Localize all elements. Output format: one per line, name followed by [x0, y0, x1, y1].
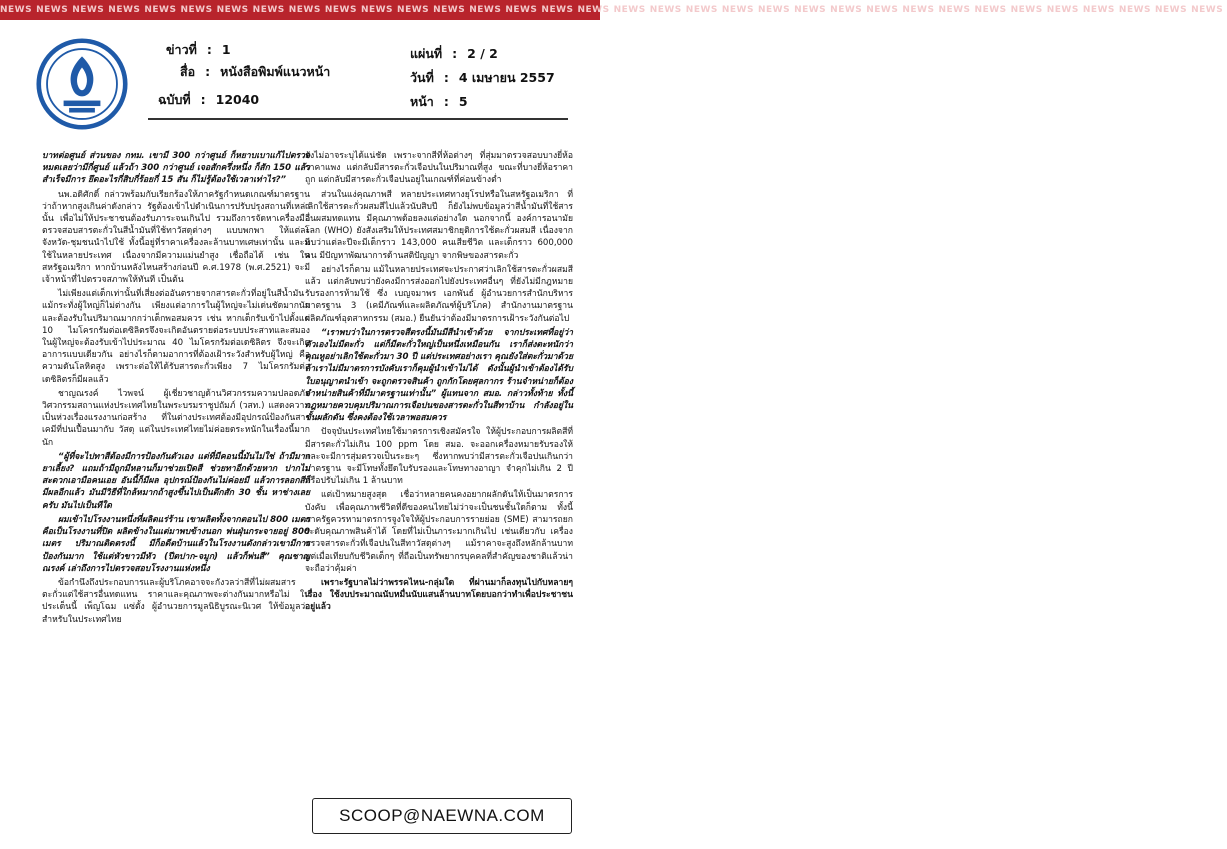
news-banner-strip — [0, 0, 1224, 20]
media-label: สื่อ — [180, 64, 196, 79]
issue-row: ฉบับที่ : 12040 — [158, 90, 259, 110]
article-paragraph: ยังไม่อาจระบุได้แน่ชัด เพราะจากสีที่ห้อต่างๆ ที่สุ่มมาตรวจสอบบางยี่ห้อราคาแพง แต่กลับมีสารตะกั่วเจือปนในปริมาณที่สูง ขณะที่บางยี่ห้อราคาถูก แต่กลับมีสารตะกั่วเจือปนอยู่ในเกณฑ์ที่ค่อนข้างต่ำ — [305, 151, 573, 186]
news-banner-word: NEWS — [1082, 5, 1115, 15]
news-banner-word: NEWS — [974, 5, 1007, 15]
news-banner-word: NEWS — [541, 5, 574, 15]
article-paragraph: ข้อกำนึงถึงประกอบการและผู้บริโภคอาจจะกังวลว่าสีที่ไม่ผสมสารตะกั่วแต่ใช้สารอื่นทดแทน ราคาและคุณภาพจะต่างกันมากหรือไม่ ในประเด็นนี้ เพ็ญโฉม แซ่ตั้ง ผู้อำนวยการมูลนิธิบูรณะนิเวศ ให้ข้อมูลว่า สำหรับในประเทศไทย — [42, 577, 310, 625]
news-banner-word: NEWS — [288, 5, 321, 15]
news-banner-word: NEWS — [685, 5, 718, 15]
news-banner-word: NEWS — [72, 5, 105, 15]
news-banner-word: NEWS — [830, 5, 863, 15]
news-banner-word: NEWS — [1155, 5, 1188, 15]
page-row: หน้า : 5 — [410, 92, 468, 112]
article-quote: “เราพบว่าในการตรวจสีตรงนี้มันมีสีนำเข้าด้วย จากประเทศที่อยู่ว่าตัวเองไม่มีตะกั่ว แต่ก็มีตะกั่วใหญ่เป็นหนึ่งเหมือนกัน เราก็ส่งตะหนักว่า คุณหูอย่าเลิกใช้ตะกั่วมา 30 ปี แต่ประเทศอย่างเรา คุณยังใส่ตะกั่วมาด้วย ถ้าเราไม่มีมาตรการบังคับเราก็คุมผู้นำเข้าไม่ได้ ดังนั้นผู้นำเข้าต้องได้รับใบอนุญาตนำเข้า จะถูกตรวจสินค้า ถูกกักโดยศุลกากร ร้านจำหน่ายก็ต้องจำหน่ายสินค้าที่มีมาตรฐานเท่านั้น” ผู้แทนจาก สมอ. กล่าวทั้งท้าย ทั้งนี้กฎหมายควบคุมปริมาณการเจือปนของสารตะกั่วในสีทาบ้าน กำลังอยู่ในขั้นผลักดัน ซึ่งคงต้องใช้เวลาพอสมควร — [305, 327, 573, 424]
article-paragraph: ไม่เพียงแต่เด็กเท่านั้นที่เสี่ยงต่ออันตรายจากสารตะกั่วที่อยู่ในสีน้ำมัน แม้กระทั่งผู้ใหญ่ก็ไม่ต่างกัน เพียงแต่อาการในผู้ใหญ่จะไม่เด่นชัดมากนัก และต้องรับในปริมาณมากกว่าเด็กพอสมควร เช่น หากเด็กรับเข้าไปตั้งแต่ 10 ไมโครกรัมต่อเดซิลิตรจึงจะเกิดอันตรายต่อระบบประสาทและสมอง ในผู้ใหญ่จะต้องรับเข้าไปประมาณ 40 ไมโครกรัมต่อเดซิลิตร จึงจะเกิดอาการแบบเดียวกัน อย่างไรก็ตามอาการที่ต้องเฝ้าระวังสำหรับผู้ใหญ่ คือ ความดันโลหิตสูง เพราะต่อให้ได้รับสารตะกั่วเพียง 7 ไมโครกรัมต่อเดซิลิตรก็มีผลแล้ว — [42, 289, 310, 385]
article-paragraph: อย่างไรก็ตาม แม้ในหลายประเทศจะประกาศว่าเลิกใช้สารตะกั่วผสมสีแล้ว แต่กลับพบว่ายังคงมีการส่งออกไปยังประเทศอื่นๆ ที่ยังไม่มีกฎหมายรับรองการห้ามใช้ ซึ่ง เบญจมาพร เอกพันธ์ ผู้อำนวยการสำนักบริหารมาตรฐาน 3 (เคมีภัณฑ์และผลิตภัณฑ์ผู้บริโภค) สำนักงานมาตรฐานผลิตภัณฑ์อุตสาหกรรม (สมอ.) ยืนยันว่าต้องมีมาตรการเฝ้าระวังกันต่อไป — [305, 264, 573, 324]
news-banner-word: NEWS — [252, 5, 285, 15]
news-banner-word: NEWS — [144, 5, 177, 15]
news-banner-word: NEWS — [36, 5, 69, 15]
news-banner-word: NEWS — [866, 5, 899, 15]
sheet-label: แผ่นที่ — [410, 46, 443, 61]
news-banner-word: NEWS — [324, 5, 357, 15]
news-banner-word: NEWS — [721, 5, 754, 15]
institution-seal-logo — [36, 38, 128, 130]
news-banner-word: NEWS — [216, 5, 249, 15]
media-row: สื่อ : หนังสือพิมพ์แนวหน้า — [180, 62, 330, 82]
issue-label: ฉบับที่ — [158, 92, 191, 107]
scoop-email-box: SCOOP@NAEWNA.COM — [312, 798, 572, 834]
news-number-row: ข่าวที่ : 1 — [166, 40, 231, 60]
article-quote: ผมเข้าไปโรงงานหนึ่งที่ผลิตแร่ร้าน เขาผลิตทั้งจากตอนไป 800 เมตร คือเป็นโรงงานที่ปิด ผลิตข้างในแต่มาพบข้างนอก พ่นฝุ่นกระจายอยู่ 800 เมตร ปริมาณติดตรงนี้ มีก็อดีตบ้านแล้วในโรงงานดังกล่าวเขามีการป้องกันมาก ใช้แต่หัวขาวมีหัว (ปีตปาก-จมูก) แล้วก็พ่นสี” คุณชาญณรงค์ เล่าถึงการไปตรวจสอบโรงงานแห่งหนึ่ง — [42, 514, 310, 574]
article-paragraph: นพ.อดิศักดิ์ กล่าวพร้อมกับเรียกร้องให้ภาครัฐกำหนดเกณฑ์มาตรฐาน ว่าถ้าหากสูงเกินค่าดังกล่าว รัฐต้องเข้าไปดำเนินการปรับปรุงสถานที่เหล่านั้น เพื่อไม่ให้ประชาชนต้องรับภาระจนเกินไป รวมถึงการจัดหาเครื่องมือตรวจสอบสารตะกั่วในสีน้ำมันที่ใช้ทาวัสดุต่างๆ แบบพกพา ให้แต่ละจังหวัด-ชุมชนนำไปใช้ ทั้งนี้อยู่ที่ราคาเครื่องละล้านบาทเศษเท่านั้น และมีใช้ในหลายประเทศ เนื่องจากมีความแม่นยำสูง เชื่อถือได้ เช่น ในสหรัฐอเมริกา หากบ้านหลังไหนสร้างก่อนปี ค.ศ.1978 (พ.ศ.2521) จะมีเจ้าหน้าที่ไปตรวจสภาพให้ทันที เป็นต้น — [42, 189, 310, 286]
date-label: วันที่ — [410, 70, 434, 85]
news-number-value: 1 — [221, 42, 231, 57]
article-quote: “ผู้ที่จะไปทาสีต้องมีการป้องกันตัวเอง แต่ที่มีคอนนี้มันไม่ใช่ ถ้ามีมากยาเลี้ยง? แถมถ้ามีถูกมีหลานก็มาช่วยเปิดสี ช่วยทาอีกด้วยหาก ปากไม่สะดวกเอามือคนเอย อันนี้ก็มีผล อุปกรณ์ป้องกันไม่ค่อยมี แล้วการลอกสีก็มีผลอีกแล้ว มันมีวิธีที่ใกล้หมากถ้าสูงขึ้นไปเป็นตึกสัก 30 ชั้น หาช่างเลยครับ มันไปเป็นทีใด — [42, 451, 310, 511]
news-banner-word: NEWS — [1191, 5, 1224, 15]
page-label: หน้า — [410, 94, 434, 109]
article-paragraph: ปัจจุบันประเทศไทยใช้มาตรการเชิงสมัครใจ ให้ผู้ประกอบการผลิตสีที่มีสารตะกั่วไม่เกิน 100 ppm โดย สมอ. จะออกเครื่องหมายรับรองให้ และจะมีการสุ่มตรวจเป็นระยะๆ ซึ่งหากพบว่ามีสารตะกั่วเจือปนเกินกว่ามาตรฐาน จะมีโทษทั้งยึดใบรับรองและโทษทางอาญา จำคุกไม่เกิน 2 ปีหรือปรับไม่เกิน 1 ล้านบาท — [305, 427, 573, 487]
article-closing: เพราะรัฐบาลไม่ว่าพรรคไหน-กลุ่มใด ที่ผ่านมาก็ลงทุนไปกับหลายๆ เรื่อง ใช้งบประมาณนับหมื่นนับแสนล้านบาทโดยบอกว่าทำเพื่อประชาชนอยู่แล้ว — [305, 577, 573, 613]
news-banner-word: NEWS — [1118, 5, 1151, 15]
header-divider — [148, 118, 568, 120]
issue-value: 12040 — [215, 92, 260, 107]
media-value: หนังสือพิมพ์แนวหน้า — [220, 64, 331, 79]
article-paragraph: แต่เป้าหมายสูงสุด เชื่อว่าหลายคนคงอยากผลักดันให้เป็นมาตรการบังคับ เพื่อคุณภาพชีวิตที่ดีของคนไทยไม่ว่าจะเป็นชนชั้นใดก็ตาม ทั้งนี้ภาครัฐควรหามาตรการจูงใจให้ผู้ประกอบการรายย่อย (SME) สามารถยกระดับคุณภาพสินค้าได้ โดยที่ไม่เป็นภาระมากเกินไป เช่นเดียวกับ เครื่องตรวจสารตะกั่วที่เจือปนในสีทาวัสดุต่างๆ แม้ราคาจะสูงถึงหลักล้านบาท แต่เมื่อเทียบกับชีวิตเด็กๆ ที่ถือเป็นทรัพยากรบุคคลที่สำคัญของชาติแล้วน่าจะถือว่าคุ้มค่า — [305, 490, 573, 574]
news-banner-word: NEWS — [577, 5, 610, 15]
article-paragraph: บาทต่อศูนย์ ส่วนของ กทม. เขามี 300 กว่าศูนย์ ก็หยาบเบาแก้ไปตรวจหมดเลยว่ามีกี่ศูนย์ แล้วถ้า 300 กว่าศูนย์ เจอสักครึ่งหนึ่ง ก็สัก 150 แล้วสำเร็จมีการ ยึดอะไรกี่สิบกี่ร้อยกี่ 15 สัน ก็ไม่รู้ต้องใช้เวลาเท่าไร?” — [42, 151, 310, 186]
news-number-label: ข่าวที่ — [166, 42, 197, 57]
news-banner-word: NEWS — [902, 5, 935, 15]
news-banner-word: NEWS — [180, 5, 213, 15]
article-paragraph: ชาญณรงค์ ไวพจน์ ผู้เชี่ยวชาญด้านวิศวกรรมความปลอดภัย วิศวกรรมสถานแห่งประเทศไทยในพระบรมราชูปถัมภ์ (วสท.) แสดงความเป็นห่วงเรื่องแรงงานก่อสร้าง ที่ในต่างประเทศต้องมีอุปกรณ์ป้องกันสารเคมีที่ปนเปื้อนมากับ วัสดุ แต่ในประเทศไทยไม่ค่อยตระหนักในเรื่องนี้มากนัก — [42, 388, 310, 448]
news-banner-word: NEWS — [433, 5, 466, 15]
news-banner-word: NEWS — [360, 5, 394, 15]
article-right-column — [305, 150, 573, 616]
news-banner-word: NEWS — [1010, 5, 1043, 15]
article-left-column — [42, 150, 310, 628]
news-banner-word: NEWS — [397, 5, 430, 15]
date-value: 4 เมษายน 2557 — [458, 70, 555, 85]
news-banner-word: NEWS — [613, 5, 646, 15]
page-value: 5 — [458, 94, 468, 109]
news-banner-word: NEWS — [1046, 5, 1079, 15]
news-banner-word: NEWS — [0, 5, 33, 15]
sheet-row: แผ่นที่ : 2 / 2 — [410, 44, 498, 64]
news-banner-word: NEWS — [794, 5, 827, 15]
news-banner-word: NEWS — [649, 5, 682, 15]
article-paragraph: ส่วนในแง่คุณภาพสี หลายประเทศทางยุโรปหรือในสหรัฐอเมริกา ที่เลิกใช้สารตะกั่วผสมสีไปแล้วนับสิบปี ก็ยังไม่พบข้อมูลว่าสีน้ำมันที่ใช้สารอื่นผสมทดแทน มีคุณภาพด้อยลงแต่อย่างใด นอกจากนี้ องค์การอนามัยโลก (WHO) ยังสังเสริมให้ประเทศสมาชิกยุติการใช้ตะกั่วผสมสี เนื่องจากพบว่าแต่ละปีจะมีเด็กราว 143,000 คนเสียชีวิต และเด็กราว 600,000 คน มีปัญหาพัฒนาการด้านสติปัญญา จากพิษของสารตะกั่ว — [305, 189, 573, 261]
date-row: วันที่ : 4 เมษายน 2557 — [410, 68, 555, 88]
news-banner-word: NEWS — [757, 5, 791, 15]
sheet-value: 2 / 2 — [467, 46, 498, 61]
news-banner-word: NEWS — [108, 5, 141, 15]
news-banner-word: NEWS — [938, 5, 971, 15]
news-banner-word: NEWS — [505, 5, 538, 15]
news-banner-word: NEWS — [469, 5, 502, 15]
